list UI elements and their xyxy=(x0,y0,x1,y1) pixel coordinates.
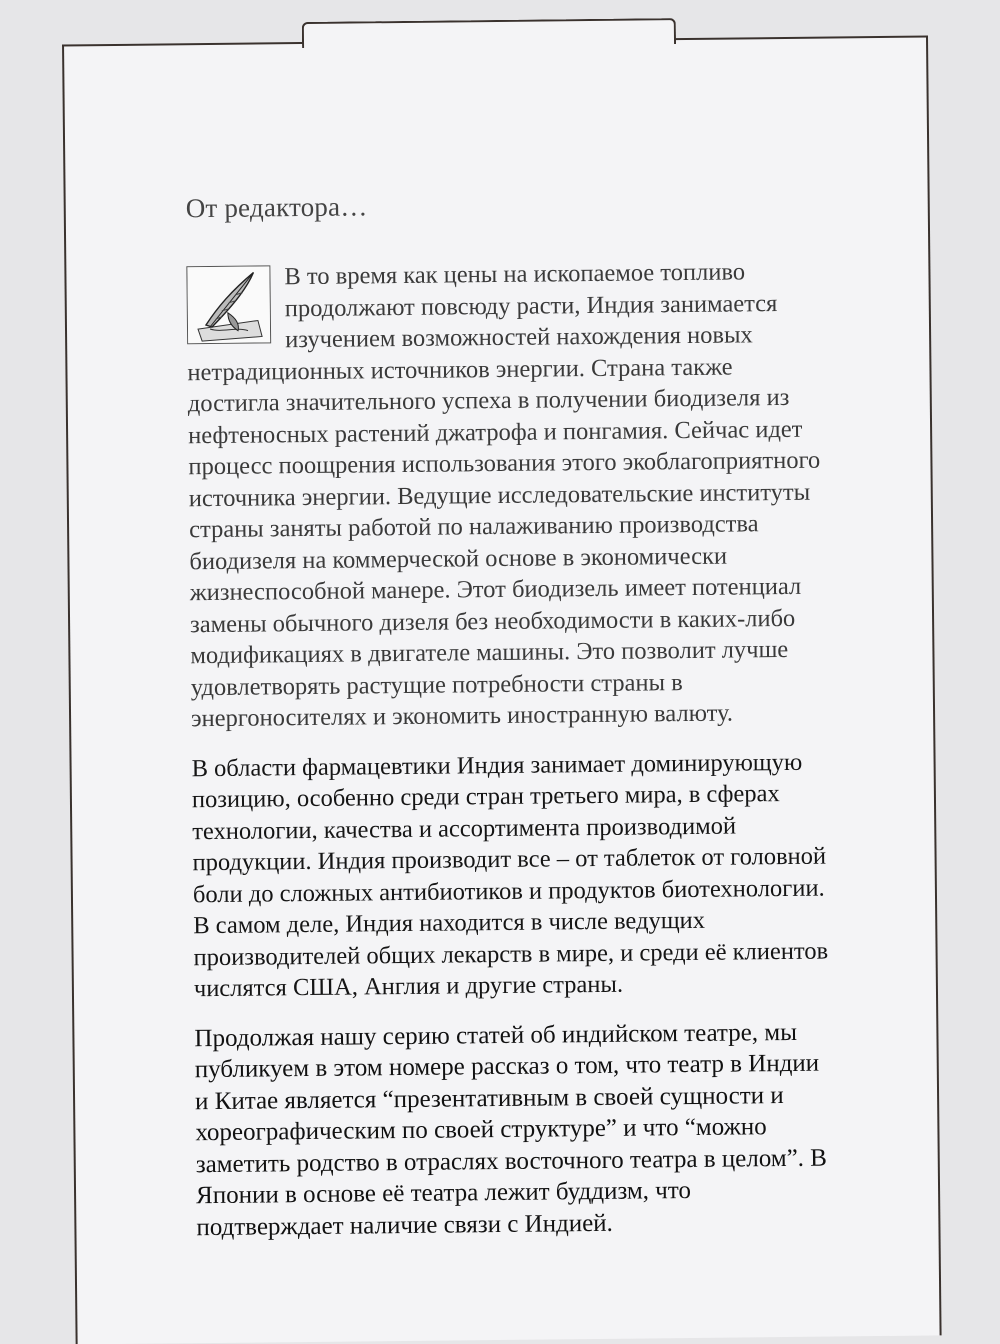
document-page xyxy=(62,35,942,1344)
page-title: От редактора… xyxy=(185,191,368,224)
page-tab xyxy=(302,18,676,48)
paragraph-pharmaceutics: В области фармацевтики Индия занимает доминирующую позицию, особенно среди стран третьего мира, в сферах технологии, качества и ассортимента производимой продукции. Индия производит все – от таблеток от головной боли до сложных антибиотиков и продуктов биотехнологии. В самом деле, Индия находится в числе ведущих производителей общих лекарств в мире, и среди её клиентов числятся США, Англия и другие страны. xyxy=(191,748,829,1003)
editorial-content xyxy=(186,187,837,1262)
paragraph-biodiesel: В то время как цены на ископаемое топливо продолжают повсюду расти, Индия занимается изучением возможностей нахождения новых нетрадиционных источников энергии. Страна также достигла значительного успеха в получении биодизеля из нефтеносных растений джатрофа и понгамия. Сейчас идет процесс поощрения использования этого экоблагоприятного источника энергии. Ведущие исследовательские институты страны заняты работой по налаживанию производства биодизеля на коммерческой основе в экономически жизнеспособной манере. Этот биодизель имеет потенциал замены обычного дизеля без необходимости в каких-либо модификациях в двигателе машины. Это позволит лучше удовлетворять растущие потребности страны в энергоносителях и экономить иностранную валюту. xyxy=(187,258,821,733)
quill-pen-icon xyxy=(186,265,271,344)
paragraph-theatre: Продолжая нашу серию статей об индийском театре, мы публикуем в этом номере рассказ о том, что театр в Индии и Китае является “презентативным в своей сущности и хореографическим по своей структуре” и что “можно заметить родство в отраслях восточного театра в целом”. В Японии в основе её театра лежит буддизм, что подтверждает наличие связи с Индией. xyxy=(194,1018,828,1241)
